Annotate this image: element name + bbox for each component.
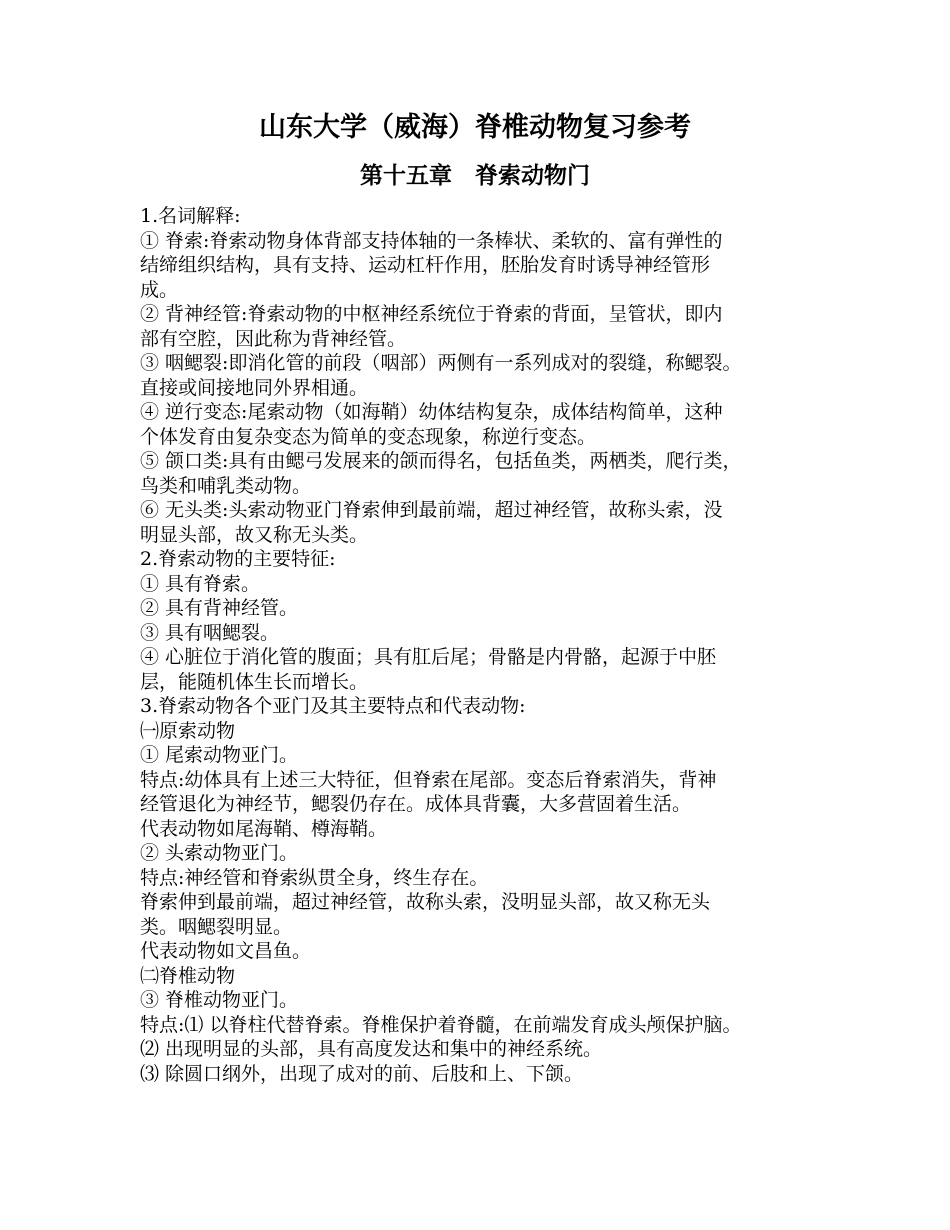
- body-line: ④ 逆行变态:尾索动物（如海鞘）幼体结构复杂，成体结构简单，这种: [140, 401, 723, 423]
- body-line: ⑤ 颌口类:具有由鳃弓发展来的颌而得名，包括鱼类，两栖类，爬行类，: [140, 450, 742, 472]
- body-line: ③ 脊椎动物亚门。: [140, 989, 299, 1011]
- body-line: ② 具有背神经管。: [140, 597, 299, 619]
- body-line: 层，能随机体生长而增长。: [140, 670, 369, 693]
- body-line: 鸟类和哺乳类动物。: [140, 474, 312, 497]
- body-line: 直接或间接地同外界相通。: [140, 376, 369, 399]
- body-line: 特点:幼体具有上述三大特征，但脊索在尾部。变态后脊索消失，背神: [140, 768, 717, 791]
- body-line: 特点:⑴ 以脊柱代替脊索。脊椎保护着脊髓，在前端发育成头颅保护脑。: [140, 1013, 742, 1036]
- body-line: ③ 咽鳃裂:即消化管的前段（咽部）两侧有一系列成对的裂缝，称鳃裂。: [140, 352, 742, 374]
- document-title: 山东大学（威海）脊椎动物复习参考: [259, 112, 691, 143]
- body-line: ⑥ 无头类:头索动物亚门脊索伸到最前端，超过神经管，故称头索，没: [140, 499, 723, 521]
- body-line: 结缔组织结构，具有支持、运动杠杆作用，胚胎发育时诱导神经管形: [140, 254, 711, 276]
- body-line: ④ 心脏位于消化管的腹面；具有肛后尾；骨骼是内骨骼，起源于中胚: [140, 646, 717, 668]
- document-body: [140, 204, 830, 1086]
- body-line: ① 尾索动物亚门。: [140, 744, 299, 766]
- chapter-heading: 第十五章 脊索动物门: [360, 162, 590, 189]
- body-line: ⑶ 除圆口纲外，出现了成对的前、后肢和上、下颌。: [140, 1062, 584, 1085]
- body-line: 3.脊索动物各个亚门及其主要特点和代表动物:: [140, 695, 526, 717]
- body-line: ② 背神经管:脊索动物的中枢神经系统位于脊索的背面，呈管状，即内: [140, 303, 723, 325]
- body-line: ② 头索动物亚门。: [140, 842, 299, 864]
- body-line: ① 具有脊索。: [140, 572, 261, 595]
- body-line: ③ 具有咽鳃裂。: [140, 621, 280, 644]
- body-line: 类。咽鳃裂明显。: [140, 915, 293, 938]
- body-line: 代表动物如文昌鱼。: [140, 940, 312, 962]
- body-line: ① 脊索:脊索动物身体背部支持体轴的一条棒状、柔软的、富有弹性的: [140, 229, 723, 252]
- body-line: ㈡脊椎动物: [140, 964, 236, 987]
- body-line: 代表动物如尾海鞘、樽海鞘。: [140, 817, 388, 840]
- body-line: 1.名词解释:: [140, 205, 241, 227]
- body-line: 2.脊索动物的主要特征:: [140, 548, 336, 570]
- body-line: 成。: [140, 278, 179, 301]
- body-line: 个体发育由复杂变态为简单的变态现象，称逆行变态。: [140, 425, 597, 448]
- body-line: 经管退化为神经节，鳃裂仍存在。成体具背囊，大多营固着生活。: [140, 793, 692, 815]
- body-line: ⑵ 出现明显的头部，具有高度发达和集中的神经系统。: [140, 1038, 603, 1060]
- body-line: 脊索伸到最前端，超过神经管，故称头索，没明显头部，故又称无头: [140, 891, 711, 913]
- body-line: 明显头部，故又称无头类。: [140, 523, 369, 546]
- body-line: 特点:神经管和脊索纵贯全身，终生存在。: [140, 866, 489, 889]
- body-line: 部有空腔，因此称为背神经管。: [140, 327, 407, 350]
- body-line: ㈠原索动物: [140, 719, 236, 742]
